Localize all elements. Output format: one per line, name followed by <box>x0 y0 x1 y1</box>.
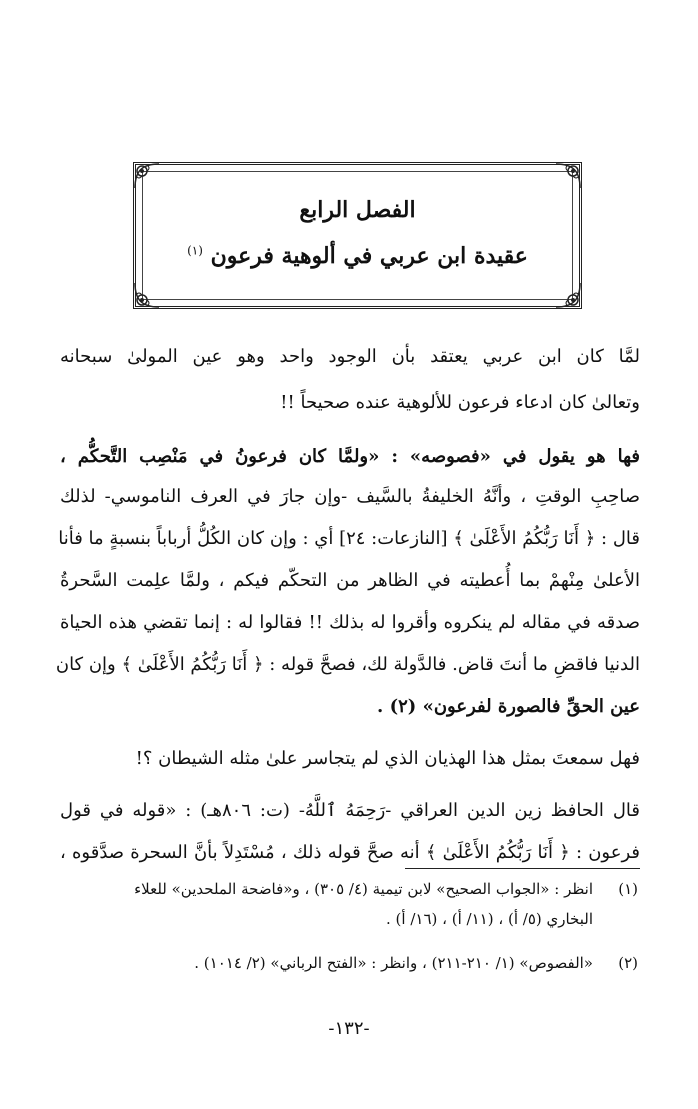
text-line: وتعالىٰ كان ادعاء فرعون للألوهية عنده صحيحاً !! <box>280 392 640 413</box>
text-line: فها هو يقول في «فصوصه» : «ولمَّا كان فرعونُ في مَنْصِب التَّحكُّم ، <box>60 446 640 467</box>
text-line: الدنيا فاقضِ ما أنتَ قاض. فالدَّولة لك، فصحَّ قوله : ﴿ أَنَا رَبُّكُمُ الأَعْلَىٰ ﴾ وإن كان <box>55 654 640 675</box>
footnote-ref: (١) <box>187 243 203 258</box>
footnote-text: انظر : «الجواب الصحيح» لابن تيمية (٤/ ٣٠٥) ، و«فاضحة الملحدين» للعلاء <box>134 880 593 898</box>
chapter-subtitle-text: عقيدة ابن عربي في ألوهية فرعون <box>210 243 528 269</box>
text-line: قال الحافظ زين الدين العراقي -رَحِمَهُ ٱللَّهُ- (ت: ٨٠٦هـ) : «قوله في قول <box>60 800 640 821</box>
text-line: فهل سمعتَ بمثل هذا الهذيان الذي لم يتجاسر علىٰ مثله الشيطان ؟! <box>135 748 640 769</box>
text-line: صاحِبِ الوقتِ ، وأنَّهُ الخليفةُ بالسَّيف -وإن جارَ في العرف الناموسي- لذلك <box>60 486 640 507</box>
text-line: صدقه في مقاله لم ينكروه وأقروا له بذلك !! فقالوا له : إنما تقضي هذه الحياة <box>60 612 640 633</box>
text-line: قال : ﴿ أَنَا رَبُّكُمُ الأَعْلَىٰ ﴾ [النازعات: ٢٤] أي : وإن كان الكُلُّ أرباباً بنسبةٍ ما فأنا <box>58 528 640 549</box>
chapter-subtitle <box>136 243 579 269</box>
footnote-number: (١) <box>618 880 638 898</box>
frame-inner-border <box>142 171 573 300</box>
text-line: الأعلىٰ مِنْهمْ بما أُعطيته في الظاهر من التحكّم فيكم ، ولمَّا علِمت السَّحرةُ <box>60 570 640 591</box>
footnote-divider <box>405 868 640 869</box>
page-number: -١٣٢- <box>328 1018 370 1039</box>
footnote-number: (٢) <box>618 954 638 972</box>
chapter-title-frame <box>133 162 582 309</box>
corner-ornament-icon <box>132 280 162 310</box>
text-line: فرعون : ﴿ أَنَا رَبُّكُمُ الأَعْلَىٰ ﴾ أنه صحَّ قوله ذلك ، مُسْتَدِلاً بأنَّ السحرة صدَّقوه ، <box>60 842 640 863</box>
corner-ornament-icon <box>553 161 583 191</box>
text-line: لمَّا كان ابن عربي يعتقد بأن الوجود واحد وهو عين المولىٰ سبحانه <box>60 346 640 367</box>
footnote-text: «الفصوص» (١/ ٢١٠-٢١١) ، وانظر : «الفتح الرباني» (٢/ ١٠١٤) . <box>194 954 593 972</box>
chapter-title: الفصل الرابع <box>299 197 416 223</box>
text-line: عين الحقِّ فالصورة لفرعون» (٢) . <box>377 696 640 717</box>
corner-ornament-icon <box>132 161 162 191</box>
corner-ornament-icon <box>553 280 583 310</box>
footnote-text: البخاري (٥/ أ) ، (١١/ أ) ، (١٦/ أ) . <box>386 910 593 928</box>
